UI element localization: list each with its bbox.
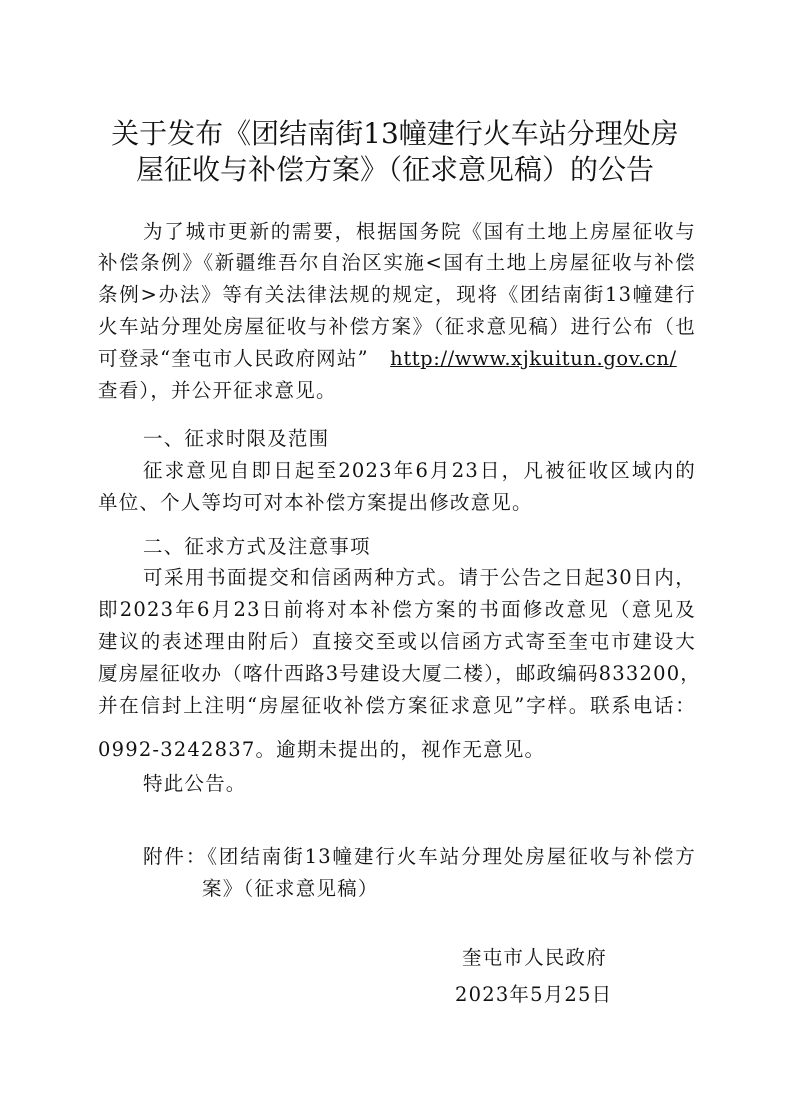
issue-date: 2023年5月25日 (455, 983, 613, 1006)
section2-line5: 并在信封上注明“房屋征收补偿方案征求意见”字样。联系电话： (98, 694, 696, 717)
section1-heading: 一、征求时限及范围 (143, 427, 330, 450)
intro-line3: 条例>办法》等有关法律法规的规定，现将《团结南街13幢建行 (98, 283, 696, 306)
intro-line2: 补偿条例》《新疆维吾尔自治区实施<国有土地上房屋征收与补偿 (98, 251, 696, 274)
section2-line2: 即2023年6月23日前将对本补偿方案的书面修改意见（意见及 (98, 598, 696, 621)
attachment-line1: 附件：《团结南街13幢建行火车站分理处房屋征收与补偿方 (143, 845, 696, 868)
announcement-title-line2: 屋征收与补偿方案》（征求意见稿）的公告 (135, 153, 654, 186)
intro-line6: 查看），并公开征求意见。 (98, 379, 337, 402)
section2-line1: 可采用书面提交和信函两种方式。请于公告之日起30日内， (143, 566, 696, 589)
attachment-line2: 案》（征求意见稿） (202, 877, 379, 900)
intro-line4: 火车站分理处房屋征收与补偿方案》（征求意见稿）进行公布（也 (98, 315, 696, 338)
section2-line4: 厦房屋征收办（喀什西路3号建设大厦二楼），邮政编码833200， (98, 662, 701, 685)
issuing-authority: 奎屯市人民政府 (462, 946, 607, 969)
section2-line3: 建议的表述理由附后）直接交至或以信函方式寄至奎屯市建设大 (98, 630, 696, 653)
section1-line2: 单位、个人等均可对本补偿方案提出修改意见。 (98, 491, 533, 514)
intro-line5-text: 可登录“奎屯市人民政府网站” (98, 347, 369, 370)
intro-line5 (98, 347, 677, 371)
section2-heading: 二、征求方式及注意事项 (143, 535, 371, 558)
announcement-title-line1: 关于发布《团结南街13幢建行火车站分理处房 (111, 117, 679, 150)
intro-line1: 为了城市更新的需要，根据国务院《国有土地上房屋征收与 (143, 220, 696, 243)
section2-line6: 0992-3242837。逾期未提出的，视作无意见。 (98, 738, 546, 761)
government-website-link[interactable]: http://www.xjkuitun.gov.cn/ (390, 347, 677, 370)
closing-text: 特此公告。 (143, 772, 247, 795)
section1-line1: 征求意见自即日起至2023年6月23日，凡被征收区域内的 (143, 459, 696, 482)
